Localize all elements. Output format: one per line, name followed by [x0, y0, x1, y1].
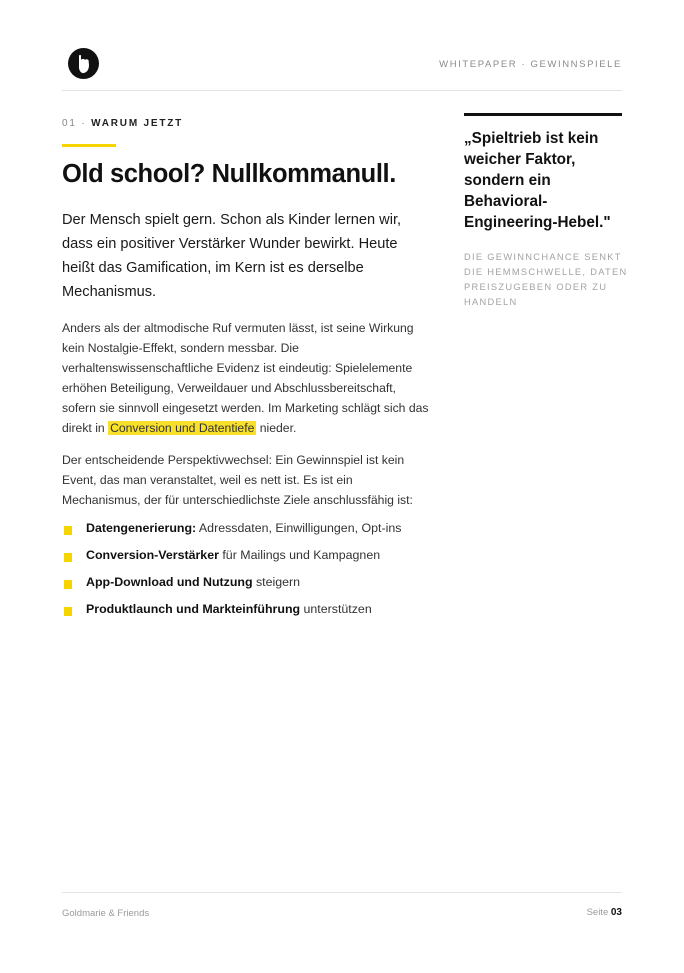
page-number: 03 [610, 907, 622, 918]
list-item [62, 545, 462, 572]
document-tag: WHITEPAPER · GEWINNSPIELE [439, 59, 622, 70]
list-item-bold: Produktlaunch und Markteinführung [86, 602, 301, 616]
page-title: Old school? Nullkommanull. [62, 160, 396, 188]
list-item-bold: Conversion-Verstärker [86, 548, 219, 562]
goal-list [62, 518, 462, 626]
list-item-text: Adressdaten, Einwilligungen, Opt-ins [196, 521, 402, 535]
list-item-bold: Datengenerierung: [86, 521, 197, 535]
lead-paragraph: Der Mensch spielt gern. Schon als Kinder lernen wir, dass ein positiver Verstärker Wunder bewirkt. Heute heißt das Gamification, im Kern ist es derselbe Mechanismus. [62, 212, 402, 300]
accent-bar [62, 144, 116, 147]
footer-brand: Goldmarie & Friends [62, 908, 150, 919]
footer-divider [62, 892, 622, 893]
list-item [62, 599, 462, 626]
header-divider [62, 90, 622, 91]
body-paragraph-2: Der entscheidende Perspektivwechsel: Ein Gewinnspiel ist kein Event, das man veranstaltet, weil es nett ist. Es ist ein Mechanismus, der für unterschiedlichste Ziele anschlussfähig ist: [62, 453, 413, 507]
section-kicker [62, 118, 183, 129]
bullet-square-icon [64, 553, 72, 562]
paragraph-text: Anders als der altmodische Ruf vermuten lässt, ist seine Wirkung kein Nostalgie-Effekt, sondern messbar. Die verhaltenswissenschaftliche Evidenz ist eindeutig: Spielelemente erhöhen Beteiligung, Verweildauer und Abschlussbereitschaft, sofern sie sinnvoll eingesetzt werden. Im Marketing schlägt sich das direkt in [62, 321, 429, 435]
brand-logo-icon [68, 48, 99, 79]
list-item-text: für Mailings und Kampagnen [218, 548, 381, 562]
bullet-square-icon [64, 607, 72, 616]
list-item-text: steigern [252, 575, 301, 589]
bullet-square-icon [64, 580, 72, 589]
page-indicator [587, 907, 622, 918]
pullquote-note: DIE GEWINNCHANCE SENKT DIE HEMMSCHWELLE, DATEN PREISZUGEBEN ODER ZU HANDELN [464, 252, 628, 307]
section-number: 01 [62, 118, 77, 129]
page-label: Seite [586, 907, 609, 918]
highlighted-text: Conversion und Datentiefe [110, 421, 255, 435]
list-item [62, 518, 462, 545]
section-separator: · [81, 118, 87, 129]
bullet-square-icon [64, 526, 72, 535]
list-item-text: unterstützen [300, 602, 372, 616]
paragraph-text-end: nieder. [256, 421, 297, 435]
pullquote-rule [464, 113, 622, 116]
body-paragraph-1 [62, 318, 432, 438]
list-item [62, 572, 462, 599]
list-item-bold: App-Download und Nutzung [86, 575, 253, 589]
pullquote-text: „Spieltrieb ist kein weicher Faktor, sondern ein Behavioral-Engineering-Hebel." [464, 130, 611, 231]
section-label: WARUM JETZT [91, 118, 184, 129]
